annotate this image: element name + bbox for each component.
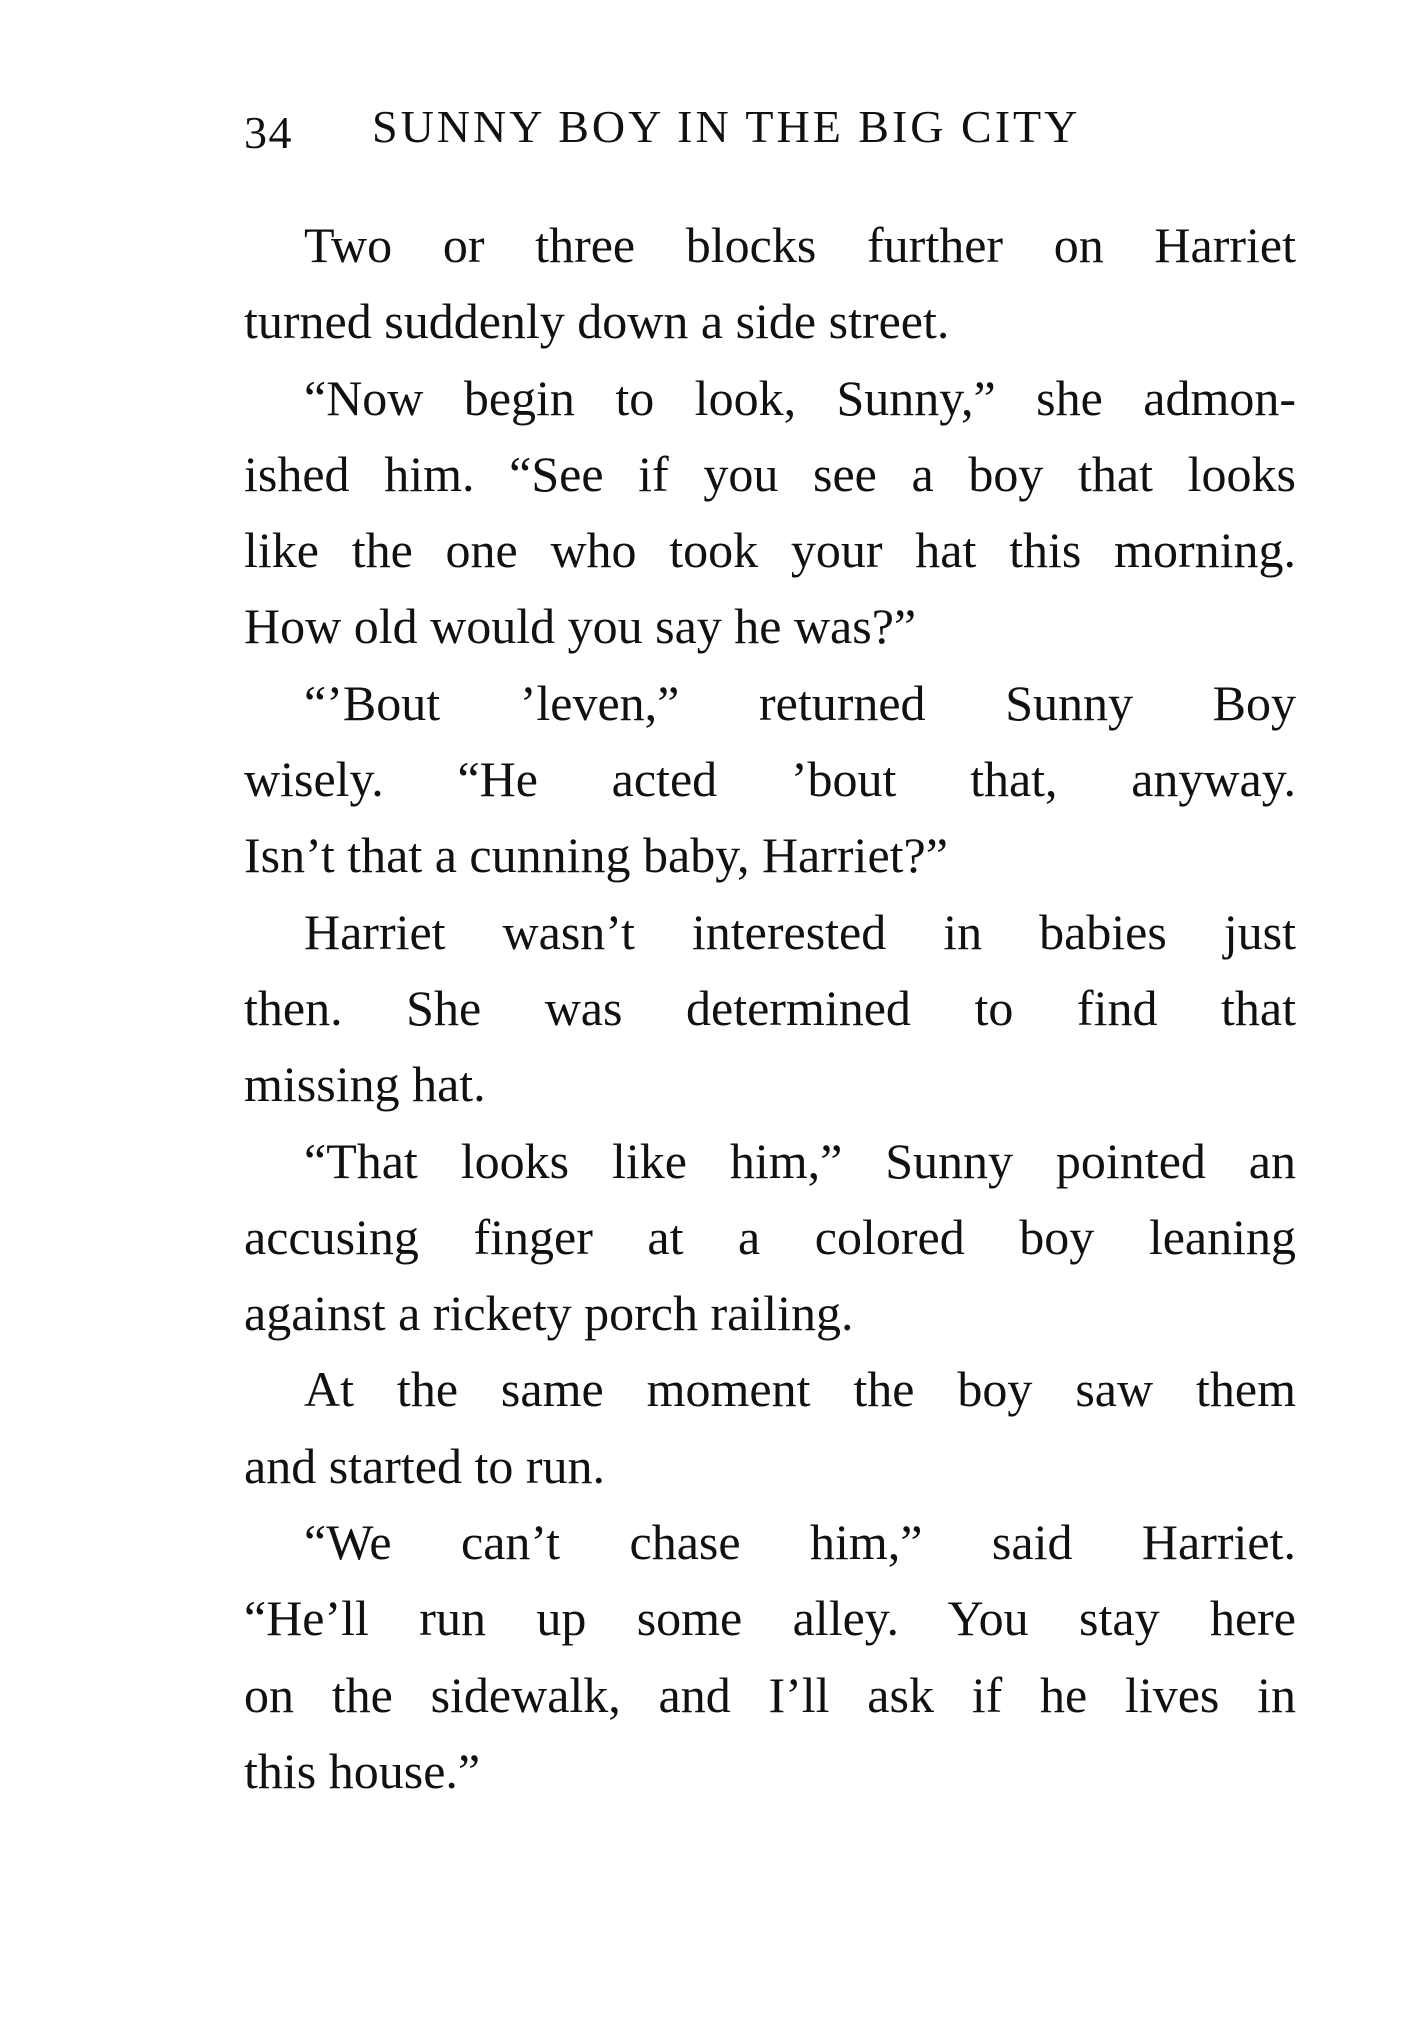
text-line: wisely. “He acted ’bout that, anyway. [244,751,1296,808]
text-line: Harriet wasn’t interested in babies just [304,903,1296,960]
text-line: and started to run. [244,1437,606,1494]
text-line: “’Bout ’leven,” returned Sunny Boy [304,674,1296,731]
text-line: on the sidewalk, and I’ll ask if he lives in [244,1666,1296,1723]
text-line: “He’ll run up some alley. You stay here [244,1590,1296,1647]
text-line: Isn’t that a cunning baby, Harriet?” [244,827,948,884]
text-line: “That looks like him,” Sunny pointed an [304,1132,1296,1189]
text-line: like the one who took your hat this morning. [244,522,1296,579]
text-line: accusing finger at a colored boy leaning [244,1208,1296,1265]
text-line: “We can’t chase him,” said Harriet. [304,1514,1296,1571]
text-line: against a rickety porch railing. [244,1285,854,1342]
text-line: At the same moment the boy saw them [304,1361,1296,1418]
text-line: this house.” [244,1742,481,1799]
text-line: missing hat. [244,1056,486,1113]
running-head-title: SUNNY BOY IN THE BIG CITY [372,101,1081,152]
text-line: “Now begin to look, Sunny,” she admon- [304,369,1296,426]
text-line: How old would you say he was?” [244,598,917,655]
text-line: Two or three blocks further on Harriet [304,217,1296,273]
body-text [244,207,1296,1809]
running-head [244,100,1304,160]
text-line: then. She was determined to find that [244,979,1296,1036]
text-line: turned suddenly down a side street. [244,293,950,350]
page-number: 34 [244,107,293,158]
text-line: ished him. “See if you see a boy that looks [244,445,1296,502]
